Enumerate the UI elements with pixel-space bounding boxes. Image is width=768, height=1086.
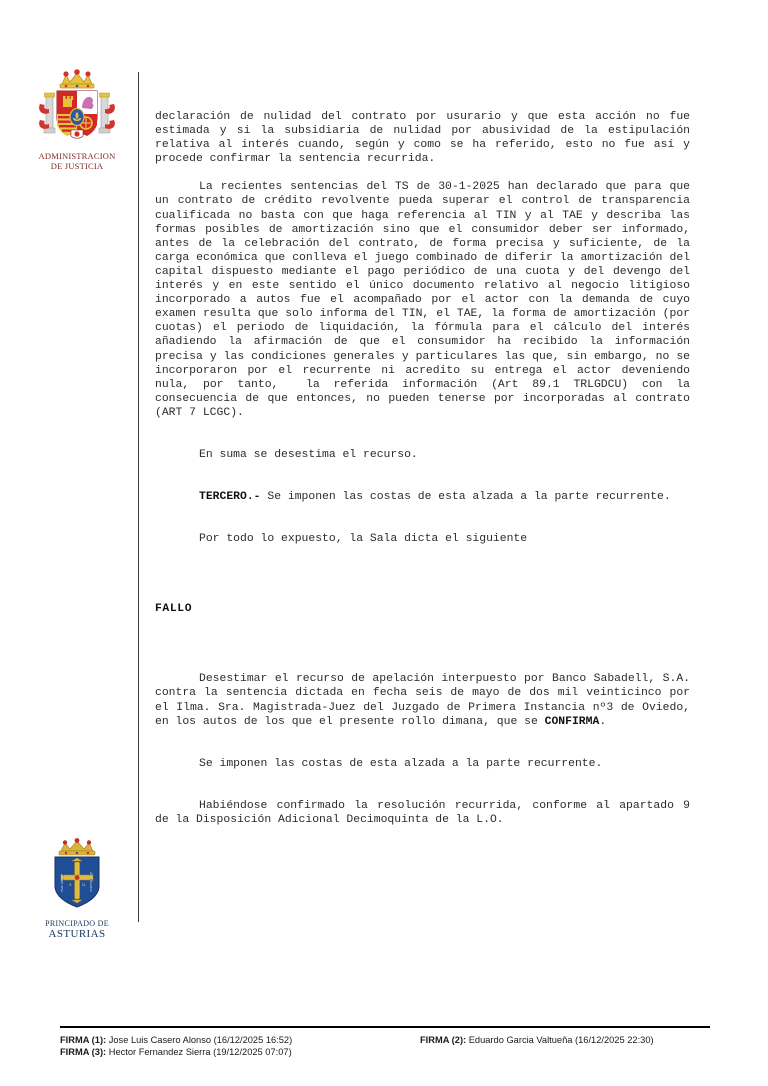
paragraph-gap [155, 462, 690, 490]
paragraph-habiendose: Habiéndose confirmado la resolución recurrida, conforme al apartado 9 de la Disposición Adicional Decimoquinta de la L.O. [155, 799, 697, 826]
signature-row [60, 1034, 710, 1047]
paragraph-gap [155, 771, 690, 799]
signature-3 [60, 1046, 292, 1059]
paragraph-gap [155, 420, 690, 448]
coat-of-arms-spain-icon [36, 68, 118, 144]
paragraph-gap [155, 729, 690, 757]
coat-of-arms-spain-caption [22, 151, 132, 171]
coat-of-arms-spain-block [22, 68, 132, 171]
tercero-label: TERCERO.- [199, 491, 261, 504]
paragraph-gap [155, 166, 690, 180]
signature-2-value: Eduardo Garcia Valtueña (16/12/2025 22:30) [466, 1034, 654, 1045]
paragraph-costas: Se imponen las costas de esta alzada a la parte recurrente. [199, 757, 603, 770]
coat-of-arms-asturias-caption [22, 918, 132, 940]
desestimar-text-before: Desestimar el recurso de apelación interpuesto por Banco Sabadell, S.A. contra la sentencia dictada en fecha seis de mayo de dos mil veinticinco por el Ilma. Sra. Magistrada-Juez del Juzgado de Primera Instancia nº3 de Oviedo, en los autos de los que el presente rollo dimana, que se [155, 673, 697, 728]
paragraph-por-todo: Por todo lo expuesto, la Sala dicta el siguiente [199, 533, 528, 546]
tercero-text: Se imponen las costas de esta alzada a la parte recurrente. [260, 491, 671, 504]
signature-2 [420, 1034, 654, 1047]
margin-divider-rule [138, 72, 139, 922]
confirma-emphasis: CONFIRMA [544, 715, 600, 728]
left-margin-column [0, 0, 140, 1010]
signature-1 [60, 1034, 292, 1047]
document-text-body [155, 110, 704, 827]
svg-text:Ω: Ω [82, 882, 86, 887]
signature-footer [60, 1026, 710, 1059]
asturias-caption-line1: PRINCIPADO DE [45, 919, 109, 928]
signature-2-label: FIRMA (2): [420, 1034, 467, 1045]
footer-divider-rule [60, 1026, 710, 1028]
paragraph-gap [155, 546, 690, 602]
coat-of-arms-asturias-icon [39, 838, 115, 910]
svg-text:A: A [68, 882, 72, 887]
justice-caption-line2: DE JUSTICIA [50, 161, 104, 171]
svg-text:TVETVR PIVS: TVETVR PIVS [89, 871, 93, 892]
signature-row [60, 1046, 710, 1059]
asturias-caption-line2: ASTURIAS [48, 928, 106, 940]
paragraph-tercero [155, 490, 690, 504]
paragraph-ts-sentencias: La recientes sentencias del TS de 30-1-2025 han declarado que para que un contrato de crédito revolvente pueda superar el control de transparencia cualificada no basta con que haga referencia al TIN y al TAE y describa las formas posibles de amortización sino que el consumidor deber ser informado, antes de la celebración del contrato, de forma precisa y suficiente, de la carga económica que conlleva el juego combinado de diferir la amortización del capital dispuesto mediante el pago periódico de una cuota y del devengo del interés y en este sentido el único documento relativo al negocio litigioso incorporado a autos fue el acompañado por el actor con la demanda de cuyo examen resulta que solo informa del TIN, el TAE, la forma de amortización (por cuotas) el periodo de liquidación, la fórmula para el cálculo del interés añadiendo la afirmación de que el consumidor ha recibido la información precisa y las condiciones generales y particulares las que, sin embargo, no se incorporaron por el recurrente ni acredito su entrega el actor deveniendo nula, por tanto, la referida información (Art 89.1 TRLGDCU) con la consecuencia de que entonces, no pueden tenerse por incorporadas al contrato (ART 7 LCGC). [155, 181, 704, 419]
signature-3-value: Hector Fernandez Sierra (19/12/2025 07:07) [106, 1047, 292, 1058]
paragraph-gap [155, 504, 690, 532]
svg-text:HOC SIGNO: HOC SIGNO [60, 874, 64, 892]
signature-grid [60, 1034, 710, 1059]
coat-of-arms-asturias-block [22, 838, 132, 940]
fallo-heading: FALLO [155, 603, 193, 616]
paragraph-desestimar [155, 672, 697, 728]
signature-1-value: Jose Luis Casero Alonso (16/12/2025 16:52) [106, 1034, 293, 1045]
paragraph-continuation: declaración de nulidad del contrato por usurario y que esta acción no fue estimada y si la subsidiaria de nulidad por abusividad de la estipulación relativa al interés cuando, según y como se ha referido, esto no fue así y procede confirmar la sentencia recurrida. [155, 111, 697, 166]
paragraph-gap [155, 616, 690, 672]
paragraph-en-suma: En suma se desestima el recurso. [199, 448, 418, 461]
desestimar-text-after: . [599, 715, 607, 728]
signature-3-label: FIRMA (3): [60, 1047, 107, 1058]
justice-caption-line1: ADMINISTRACION [38, 151, 116, 161]
signature-1-label: FIRMA (1): [60, 1034, 107, 1045]
